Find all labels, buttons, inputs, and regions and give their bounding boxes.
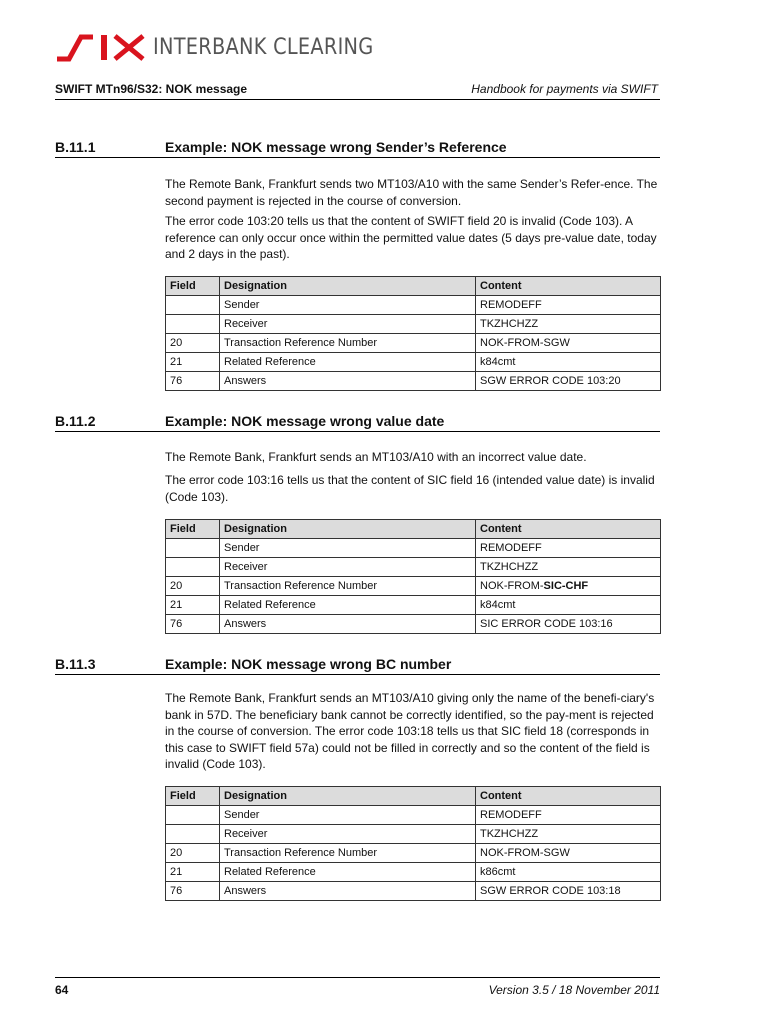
table-row xyxy=(166,806,661,825)
body-paragraph: The error code 103:20 tells us that the content of SWIFT field 20 is invalid (Code 103). A reference can only occur once within the permitted value dates (5 days pre-value date, today and 2 days in the past). xyxy=(165,214,657,261)
table-header-row xyxy=(166,520,661,539)
table-row xyxy=(166,577,661,596)
column-header-field: Field xyxy=(166,277,220,296)
table-row xyxy=(166,558,661,577)
body-paragraph: The Remote Bank, Frankfurt sends two MT103/A10 with the same Sender’s Refer-ence. The second payment is rejected in the course of conversion. xyxy=(165,177,658,208)
cell-designation: Related Reference xyxy=(220,353,476,372)
table-row xyxy=(166,353,661,372)
table-row xyxy=(166,539,661,558)
cell-field xyxy=(166,825,220,844)
cell-content: REMODEFF xyxy=(476,539,661,558)
cell-designation: Sender xyxy=(220,296,476,315)
cell-content: REMODEFF xyxy=(476,296,661,315)
cell-content: NOK-FROM-SIC-CHF xyxy=(476,577,661,596)
cell-content: SGW ERROR CODE 103:18 xyxy=(476,882,661,901)
cell-designation: Answers xyxy=(220,882,476,901)
table-row xyxy=(166,296,661,315)
table-row xyxy=(166,315,661,334)
column-header-designation: Designation xyxy=(220,277,476,296)
cell-designation: Receiver xyxy=(220,558,476,577)
cell-content: SGW ERROR CODE 103:20 xyxy=(476,372,661,391)
table-row xyxy=(166,844,661,863)
cell-designation: Answers xyxy=(220,372,476,391)
logo-wordmark: INTERBANK CLEARING xyxy=(153,34,374,60)
header-divider xyxy=(55,99,660,100)
cell-field: 20 xyxy=(166,577,220,596)
column-header-content: Content xyxy=(476,787,661,806)
page-footer xyxy=(55,983,660,997)
header-handbook-title: Handbook for payments via SWIFT xyxy=(471,82,658,96)
cell-content: NOK-FROM-SGW xyxy=(476,334,661,353)
section-divider xyxy=(55,157,660,158)
table-row xyxy=(166,615,661,634)
table-row xyxy=(166,334,661,353)
version-date: Version 3.5 / 18 November 2011 xyxy=(488,983,660,997)
section-title: Example: NOK message wrong BC number xyxy=(165,656,452,672)
cell-designation: Transaction Reference Number xyxy=(220,334,476,353)
body-paragraph: The Remote Bank, Frankfurt sends an MT103/A10 giving only the name of the benefi-ciary's bank in 57D. The beneficiary bank cannot be correctly identified, so the pay-ment is rejected in the course of conversion. The error code 103:18 tells us that SIC field 18 (corresponds in this case to SWIFT field 57a) could not be filled in correctly and so the content of the field is invalid (Code 103). xyxy=(165,691,655,771)
cell-field: 20 xyxy=(166,844,220,863)
cell-designation: Sender xyxy=(220,806,476,825)
cell-field: 76 xyxy=(166,882,220,901)
section-divider xyxy=(55,431,660,432)
nok-message-table xyxy=(165,276,661,391)
six-logo-mark-icon xyxy=(55,32,147,62)
table-row xyxy=(166,372,661,391)
cell-designation: Sender xyxy=(220,539,476,558)
cell-content: TKZHCHZZ xyxy=(476,558,661,577)
cell-designation: Related Reference xyxy=(220,596,476,615)
cell-designation: Receiver xyxy=(220,315,476,334)
cell-field xyxy=(166,806,220,825)
column-header-field: Field xyxy=(166,787,220,806)
section-title: Example: NOK message wrong Sender’s Reference xyxy=(165,139,507,155)
cell-content: k84cmt xyxy=(476,353,661,372)
cell-field xyxy=(166,315,220,334)
cell-field xyxy=(166,558,220,577)
cell-field xyxy=(166,539,220,558)
body-paragraph: The Remote Bank, Frankfurt sends an MT103/A10 with an incorrect value date. xyxy=(165,450,587,464)
cell-field: 76 xyxy=(166,372,220,391)
column-header-content: Content xyxy=(476,277,661,296)
cell-content: TKZHCHZZ xyxy=(476,315,661,334)
table-row xyxy=(166,863,661,882)
cell-field xyxy=(166,296,220,315)
page-number: 64 xyxy=(55,983,69,997)
body-paragraph: The error code 103:16 tells us that the content of SIC field 16 (intended value date) is invalid (Code 103). xyxy=(165,473,655,504)
table-header-row xyxy=(166,787,661,806)
cell-content: SIC ERROR CODE 103:16 xyxy=(476,615,661,634)
cell-designation: Answers xyxy=(220,615,476,634)
column-header-designation: Designation xyxy=(220,520,476,539)
cell-content: k84cmt xyxy=(476,596,661,615)
nok-message-table xyxy=(165,519,661,634)
section-number: B.11.1 xyxy=(55,139,96,155)
cell-designation: Receiver xyxy=(220,825,476,844)
cell-content: TKZHCHZZ xyxy=(476,825,661,844)
cell-field: 21 xyxy=(166,353,220,372)
cell-designation: Transaction Reference Number xyxy=(220,844,476,863)
cell-designation: Related Reference xyxy=(220,863,476,882)
nok-message-table xyxy=(165,786,661,901)
running-header xyxy=(55,82,658,96)
table-row xyxy=(166,825,661,844)
section-divider xyxy=(55,674,660,675)
header-chapter-title: SWIFT MTn96/S32: NOK message xyxy=(55,82,248,96)
table-row xyxy=(166,882,661,901)
cell-designation: Transaction Reference Number xyxy=(220,577,476,596)
cell-content: NOK-FROM-SGW xyxy=(476,844,661,863)
cell-content: k86cmt xyxy=(476,863,661,882)
cell-field: 76 xyxy=(166,615,220,634)
column-header-designation: Designation xyxy=(220,787,476,806)
reference-suffix: SIC-CHF xyxy=(543,580,589,592)
column-header-content: Content xyxy=(476,520,661,539)
section-number: B.11.2 xyxy=(55,413,96,429)
section-number: B.11.3 xyxy=(55,656,96,672)
cell-field: 20 xyxy=(166,334,220,353)
cell-field: 21 xyxy=(166,863,220,882)
six-logo xyxy=(55,30,409,64)
cell-content: REMODEFF xyxy=(476,806,661,825)
column-header-field: Field xyxy=(166,520,220,539)
section-title: Example: NOK message wrong value date xyxy=(165,413,445,429)
footer-divider xyxy=(55,977,660,978)
table-row xyxy=(166,596,661,615)
table-header-row xyxy=(166,277,661,296)
cell-field: 21 xyxy=(166,596,220,615)
